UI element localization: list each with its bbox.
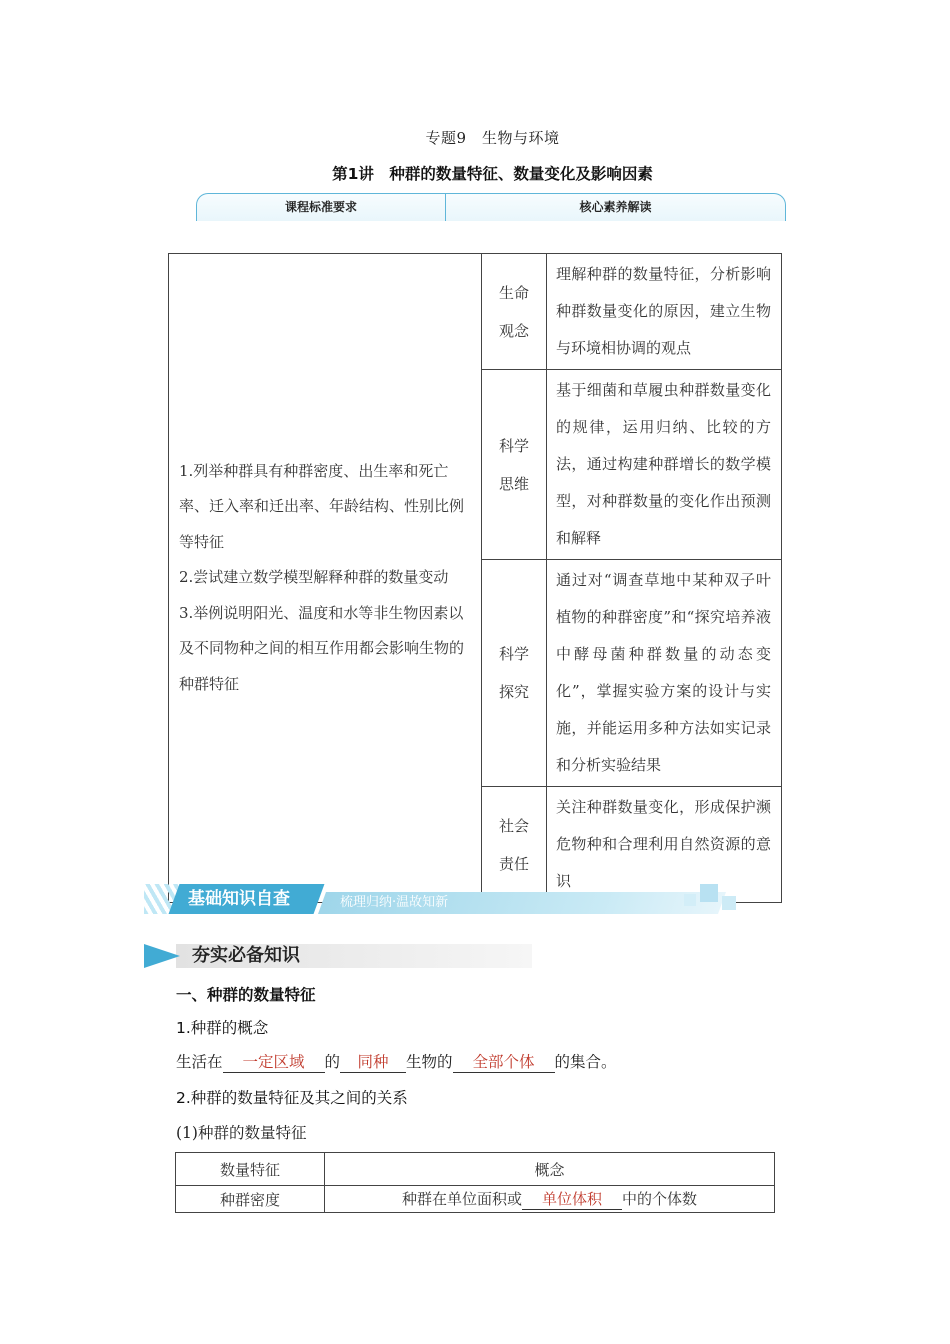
subheading-quantity-features: (1)种群的数量特征 — [176, 1124, 307, 1142]
section-banner — [144, 884, 736, 914]
banner-title: 基础知识自查 — [188, 889, 290, 909]
lecture-title: 第1讲 种群的数量特征、数量变化及影响因素 — [332, 165, 653, 183]
triangle-arrow-icon — [144, 944, 180, 968]
literacy-category: 社会 责任 — [482, 787, 547, 903]
table-cell: 种群密度 — [176, 1186, 325, 1213]
heading-population-features: 一、种群的数量特征 — [176, 986, 316, 1004]
subheading-population-concept: 1.种群的概念 — [176, 1019, 269, 1037]
answer-blank: 同种 — [340, 1050, 406, 1073]
table-row — [169, 254, 782, 370]
section-title: 夯实必备知识 — [192, 945, 300, 966]
requirements-cell — [169, 254, 482, 903]
table-header: 数量特征 — [176, 1153, 325, 1186]
literacy-description: 基于细菌和草履虫种群数量变化的规律，运用归纳、比较的方法，通过构建种群增长的数学模型，对种群数量的变化作出预测和解释 — [547, 370, 782, 560]
table-cell: 种群在单位面积或 单位体积 中的个体数 — [325, 1186, 775, 1213]
banner-square-decoration — [722, 896, 736, 910]
banner-square-decoration — [700, 884, 718, 902]
requirement-item: 2.尝试建立数学模型解释种群的数量变动 — [179, 568, 449, 587]
answer-blank: 一定区域 — [223, 1050, 325, 1073]
banner-square-decoration — [684, 894, 696, 906]
subheading-features-relation: 2.种群的数量特征及其之间的关系 — [176, 1089, 408, 1107]
literacy-label: 核心素养解读 — [579, 200, 652, 214]
literacy-description: 关注种群数量变化，形成保护濒危物种和合理利用自然资源的意识 — [547, 787, 782, 903]
literacy-description: 理解种群的数量特征，分析影响种群数量变化的原因，建立生物与环境相协调的观点 — [547, 254, 782, 370]
requirement-item: 3.举例说明阳光、温度和水等非生物因素以及不同物种之间的相互作用都会影响生物的种群特征 — [179, 603, 465, 693]
subject-title: 专题9 生物与环境 — [425, 129, 560, 147]
standards-label: 课程标准要求 — [197, 194, 446, 221]
literacy-category: 科学 探究 — [482, 560, 547, 787]
standards-table — [168, 253, 782, 903]
feature-table — [175, 1152, 775, 1213]
literacy-category: 生命 观念 — [482, 254, 547, 370]
literacy-description: 通过对“调查草地中某种双子叶植物的种群密度”和“探究培养液中酵母菌种群数量的动态变化”，掌握实验方案的设计与实施，并能运用多种方法如实记录和分析实验结果 — [547, 560, 782, 787]
answer-blank: 单位体积 — [522, 1188, 622, 1210]
banner-subtitle: 梳理归纳·温故知新 — [340, 895, 449, 910]
table-row — [176, 1186, 775, 1213]
standards-header-bar — [196, 193, 786, 221]
table-header: 概念 — [325, 1153, 775, 1186]
table-row — [176, 1153, 775, 1186]
literacy-category: 科学 思维 — [482, 370, 547, 560]
requirement-item: 1.列举种群具有种群密度、出生率和死亡率、迁入率和迁出率、年龄结构、性别比例等特征 — [179, 461, 465, 551]
concept-sentence: 生活在 一定区域 的 同种 生物的 全部个体 的集合。 — [176, 1050, 617, 1073]
answer-blank: 全部个体 — [453, 1050, 555, 1073]
